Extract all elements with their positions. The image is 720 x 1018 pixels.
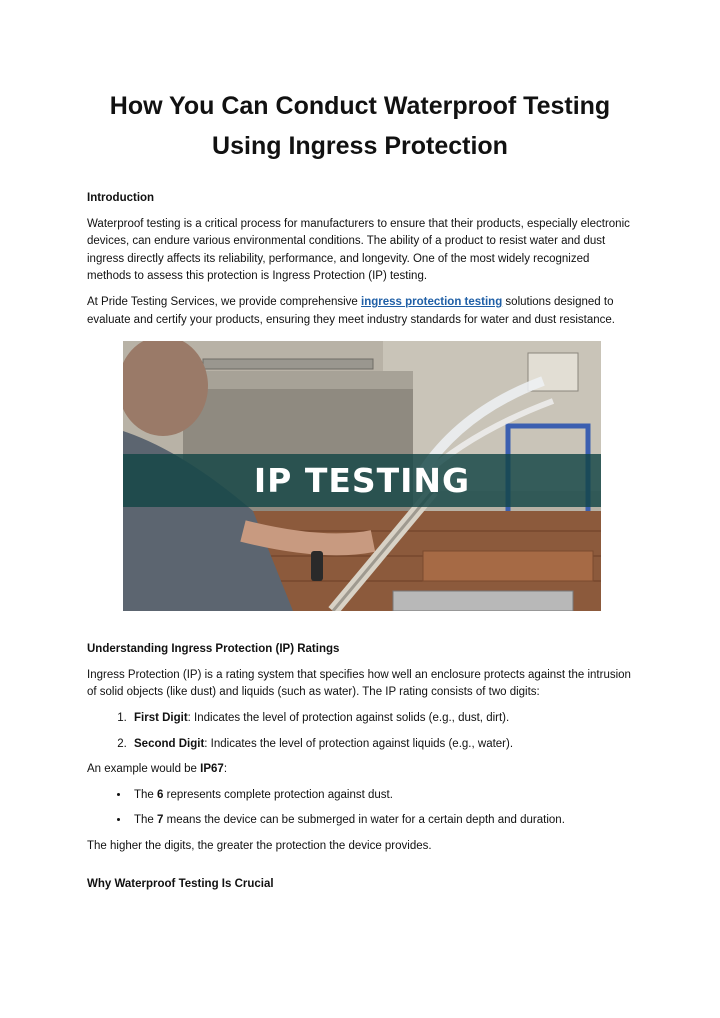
ip-ratings-paragraph: Ingress Protection (IP) is a rating system that specifies how well an enclosure protects against the intrusion of solid objects (like dust) and liquids (such as water). The IP rating consists of two digits: bbox=[87, 668, 631, 699]
ip-testing-image bbox=[123, 341, 601, 611]
list-item-term: First Digit bbox=[134, 711, 188, 724]
title-line-2: Using Ingress Protection bbox=[212, 132, 508, 160]
banner-text: IP TESTING bbox=[253, 460, 471, 500]
intro-p2-after: solutions designed to evaluate and certify your products, ensuring they meet industry standards for water and dust resistance. bbox=[87, 295, 616, 326]
ingress-protection-testing-link[interactable]: ingress protection testing bbox=[361, 295, 503, 308]
intro-paragraph-2 bbox=[87, 294, 635, 329]
bullet-pre: The bbox=[134, 788, 158, 801]
ip-ratings-heading: Understanding Ingress Protection (IP) Ratings bbox=[87, 643, 340, 656]
ip67-example bbox=[87, 761, 635, 779]
list-item bbox=[130, 736, 635, 754]
bullet-digit: 6 bbox=[157, 788, 164, 801]
ip67-bullet-list bbox=[87, 787, 635, 830]
bullet-post: means the device can be submerged in water for a certain depth and duration. bbox=[163, 814, 565, 827]
example-before: An example would be bbox=[87, 763, 201, 776]
intro-paragraph-1: Waterproof testing is a critical process for manufacturers to ensure that their products, especially electronic devices, can endure various environmental conditions. The ability of a product to resist water and dust ingress directly affects its reliability, performance, and longevity. One of the most widely recognized methods to assess this protection is Ingress Protection (IP) testing. bbox=[87, 217, 630, 283]
example-after: : bbox=[223, 763, 228, 776]
example-code: IP67 bbox=[200, 763, 224, 776]
why-testing-heading: Why Waterproof Testing Is Crucial bbox=[87, 877, 274, 890]
list-item bbox=[130, 710, 635, 728]
document-body bbox=[87, 190, 635, 901]
title-line-1: How You Can Conduct Waterproof Testing bbox=[109, 92, 611, 120]
list-item-term: Second Digit bbox=[134, 737, 205, 750]
ip-testing-banner bbox=[123, 454, 601, 507]
list-item-text: : Indicates the level of protection against liquids (e.g., water). bbox=[204, 737, 514, 750]
ip-closing-paragraph: The higher the digits, the greater the protection the device provides. bbox=[87, 839, 432, 852]
list-item bbox=[130, 812, 635, 830]
list-item bbox=[130, 787, 635, 805]
bullet-digit: 7 bbox=[157, 814, 164, 827]
intro-heading: Introduction bbox=[87, 192, 155, 204]
bullet-pre: The bbox=[134, 814, 158, 827]
spacer bbox=[87, 864, 635, 876]
spacer bbox=[87, 611, 635, 641]
bullet-post: represents complete protection against dust. bbox=[163, 788, 393, 801]
intro-p2-before: At Pride Testing Services, we provide comprehensive bbox=[87, 295, 362, 308]
ip-digits-list bbox=[87, 710, 635, 753]
page-title bbox=[60, 86, 660, 166]
list-item-text: : Indicates the level of protection against solids (e.g., dust, dirt). bbox=[187, 711, 510, 724]
